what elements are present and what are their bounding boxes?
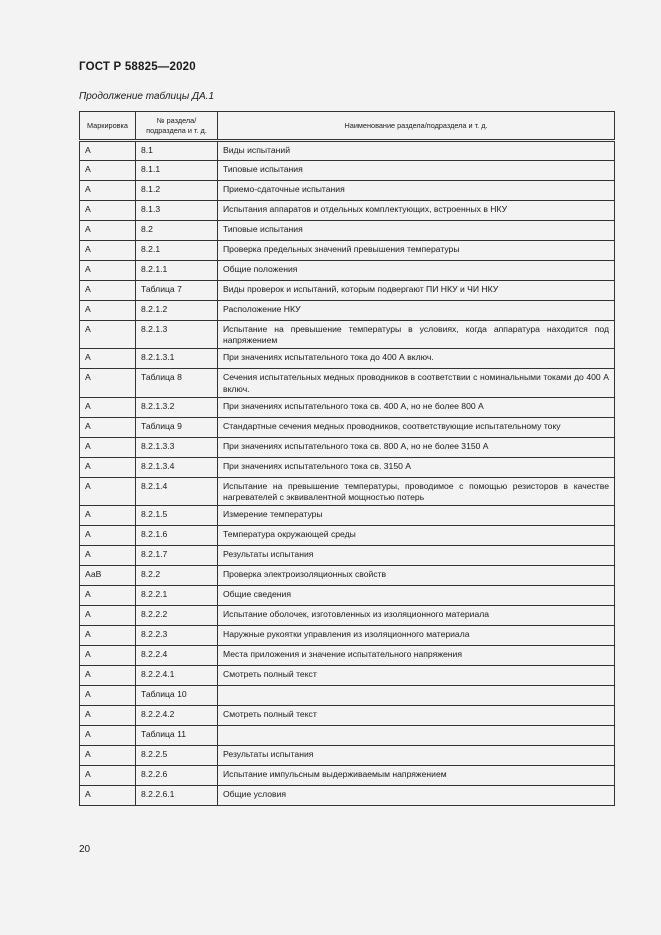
table-row	[80, 397, 615, 417]
cell-section-title: Общие условия	[218, 786, 615, 806]
cell-section-title: Смотреть полный текст	[218, 706, 615, 726]
cell-section-number: 8.1.2	[136, 181, 218, 201]
cell-section-title: При значениях испытательного тока св. 400 А, но не более 800 А	[218, 397, 615, 417]
page-number: 20	[79, 844, 91, 855]
cell-section-title: Проверка электроизоляционных свойств	[218, 566, 615, 586]
table-row	[80, 161, 615, 181]
cell-section-number: 8.2.1.3.3	[136, 437, 218, 457]
cell-section-title: Проверка предельных значений превышения температуры	[218, 241, 615, 261]
table-row	[80, 666, 615, 686]
cell-marking: А	[80, 477, 136, 505]
cell-section-number: 8.2.2.4	[136, 646, 218, 666]
column-header-section-number: № раздела/ подраздела и т. д.	[136, 112, 218, 141]
correspondence-table	[79, 111, 615, 806]
table-row	[80, 281, 615, 301]
cell-marking: А	[80, 349, 136, 369]
table-row	[80, 321, 615, 349]
cell-section-number: Таблица 7	[136, 281, 218, 301]
table-row	[80, 201, 615, 221]
cell-section-number: 8.2.1.4	[136, 477, 218, 505]
table-row	[80, 766, 615, 786]
cell-marking: А	[80, 161, 136, 181]
table-row	[80, 706, 615, 726]
cell-section-number: 8.2.2.4.2	[136, 706, 218, 726]
table-row	[80, 566, 615, 586]
cell-section-title: Виды испытаний	[218, 141, 615, 161]
cell-marking: А	[80, 417, 136, 437]
cell-section-number: 8.2.2.5	[136, 746, 218, 766]
cell-section-number: 8.2.2	[136, 566, 218, 586]
cell-marking: А	[80, 626, 136, 646]
cell-marking: А	[80, 646, 136, 666]
table-row	[80, 241, 615, 261]
cell-section-title: Стандартные сечения медных проводников, соответствующие испытательному току	[218, 417, 615, 437]
table-row	[80, 437, 615, 457]
document-header: ГОСТ Р 58825—2020	[79, 61, 196, 73]
cell-section-number: 8.2.1.1	[136, 261, 218, 281]
column-header-section-title: Наименование раздела/подраздела и т. д.	[218, 112, 615, 141]
cell-marking: А	[80, 201, 136, 221]
cell-marking: А	[80, 726, 136, 746]
cell-section-number: 8.2.1.3.1	[136, 349, 218, 369]
table-row	[80, 301, 615, 321]
cell-marking: А	[80, 437, 136, 457]
cell-marking: А	[80, 586, 136, 606]
cell-section-title: При значениях испытательного тока св. 800 А, но не более 3150 А	[218, 437, 615, 457]
cell-marking: А	[80, 786, 136, 806]
cell-section-title: Наружные рукоятки управления из изоляционного материала	[218, 626, 615, 646]
cell-section-title: Сечения испытательных медных проводников в соответствии с номинальными токами до 400 А включ.	[218, 369, 615, 397]
cell-marking: АаВ	[80, 566, 136, 586]
cell-section-title: Приемо-сдаточные испытания	[218, 181, 615, 201]
cell-marking: А	[80, 457, 136, 477]
column-header-marking: Маркировка	[80, 112, 136, 141]
table-header-row	[80, 112, 615, 141]
cell-marking: А	[80, 281, 136, 301]
cell-marking: А	[80, 746, 136, 766]
cell-section-number: 8.1.3	[136, 201, 218, 221]
table-row	[80, 586, 615, 606]
table-row	[80, 477, 615, 505]
table-row	[80, 417, 615, 437]
cell-section-number: 8.2.1	[136, 241, 218, 261]
cell-section-title: Результаты испытания	[218, 546, 615, 566]
table-caption: Продолжение таблицы ДА.1	[79, 91, 215, 102]
table-row	[80, 349, 615, 369]
cell-section-number: 8.2.2.6.1	[136, 786, 218, 806]
cell-section-number: Таблица 10	[136, 686, 218, 706]
cell-marking: А	[80, 397, 136, 417]
table-row	[80, 646, 615, 666]
table-row	[80, 457, 615, 477]
cell-section-number: 8.2.1.7	[136, 546, 218, 566]
cell-section-number: 8.1	[136, 141, 218, 161]
cell-section-number: 8.2.2.2	[136, 606, 218, 626]
cell-section-title: Общие положения	[218, 261, 615, 281]
cell-marking: А	[80, 301, 136, 321]
table-row	[80, 626, 615, 646]
table-row	[80, 726, 615, 746]
cell-section-number: 8.2.1.6	[136, 526, 218, 546]
table-row	[80, 686, 615, 706]
cell-section-title: Температура окружающей среды	[218, 526, 615, 546]
table-row	[80, 746, 615, 766]
cell-marking: А	[80, 141, 136, 161]
cell-marking: А	[80, 766, 136, 786]
table-row	[80, 141, 615, 161]
cell-section-title: Испытания аппаратов и отдельных комплектующих, встроенных в НКУ	[218, 201, 615, 221]
cell-section-number: 8.2	[136, 221, 218, 241]
table-row	[80, 181, 615, 201]
cell-section-number: 8.2.2.4.1	[136, 666, 218, 686]
cell-section-title: При значениях испытательного тока св. 3150 А	[218, 457, 615, 477]
cell-marking: А	[80, 686, 136, 706]
table-row	[80, 261, 615, 281]
cell-section-title: Испытание импульсным выдерживаемым напряжением	[218, 766, 615, 786]
cell-section-title: Измерение температуры	[218, 506, 615, 526]
cell-marking: А	[80, 181, 136, 201]
cell-marking: А	[80, 221, 136, 241]
cell-section-number: Таблица 8	[136, 369, 218, 397]
cell-section-title: Испытание на превышение температуры в условиях, когда аппаратура находится под напряжением	[218, 321, 615, 349]
cell-section-title: Типовые испытания	[218, 161, 615, 181]
table-row	[80, 526, 615, 546]
cell-section-number: Таблица 9	[136, 417, 218, 437]
cell-section-number: 8.2.1.3.2	[136, 397, 218, 417]
table-row	[80, 221, 615, 241]
cell-section-title: Типовые испытания	[218, 221, 615, 241]
cell-section-title: При значениях испытательного тока до 400 А включ.	[218, 349, 615, 369]
cell-marking: А	[80, 606, 136, 626]
cell-section-title: Испытание на превышение температуры, проводимое с помощью резисторов в качестве нагревателей с эквивалентной мощностью потерь	[218, 477, 615, 505]
cell-marking: А	[80, 321, 136, 349]
cell-section-number: 8.2.1.2	[136, 301, 218, 321]
cell-section-title: Испытание оболочек, изготовленных из изоляционного материала	[218, 606, 615, 626]
cell-section-title: Общие сведения	[218, 586, 615, 606]
cell-section-title	[218, 726, 615, 746]
cell-marking: А	[80, 706, 136, 726]
cell-marking: А	[80, 546, 136, 566]
table-row	[80, 606, 615, 626]
cell-section-title: Смотреть полный текст	[218, 666, 615, 686]
cell-section-number: 8.2.1.3.4	[136, 457, 218, 477]
cell-section-number: Таблица 11	[136, 726, 218, 746]
cell-section-number: 8.2.2.6	[136, 766, 218, 786]
cell-marking: А	[80, 241, 136, 261]
cell-section-number: 8.1.1	[136, 161, 218, 181]
cell-section-title	[218, 686, 615, 706]
cell-marking: А	[80, 666, 136, 686]
cell-section-title: Места приложения и значение испытательного напряжения	[218, 646, 615, 666]
cell-section-number: 8.2.1.5	[136, 506, 218, 526]
cell-marking: А	[80, 369, 136, 397]
table-row	[80, 506, 615, 526]
table-body	[80, 141, 615, 806]
cell-section-title: Расположение НКУ	[218, 301, 615, 321]
cell-section-title: Результаты испытания	[218, 746, 615, 766]
cell-section-number: 8.2.1.3	[136, 321, 218, 349]
cell-section-number: 8.2.2.3	[136, 626, 218, 646]
table-row	[80, 786, 615, 806]
cell-marking: А	[80, 526, 136, 546]
cell-marking: А	[80, 261, 136, 281]
cell-marking: А	[80, 506, 136, 526]
table-row	[80, 546, 615, 566]
cell-section-title: Виды проверок и испытаний, которым подвергают ПИ НКУ и ЧИ НКУ	[218, 281, 615, 301]
cell-section-number: 8.2.2.1	[136, 586, 218, 606]
table-row	[80, 369, 615, 397]
